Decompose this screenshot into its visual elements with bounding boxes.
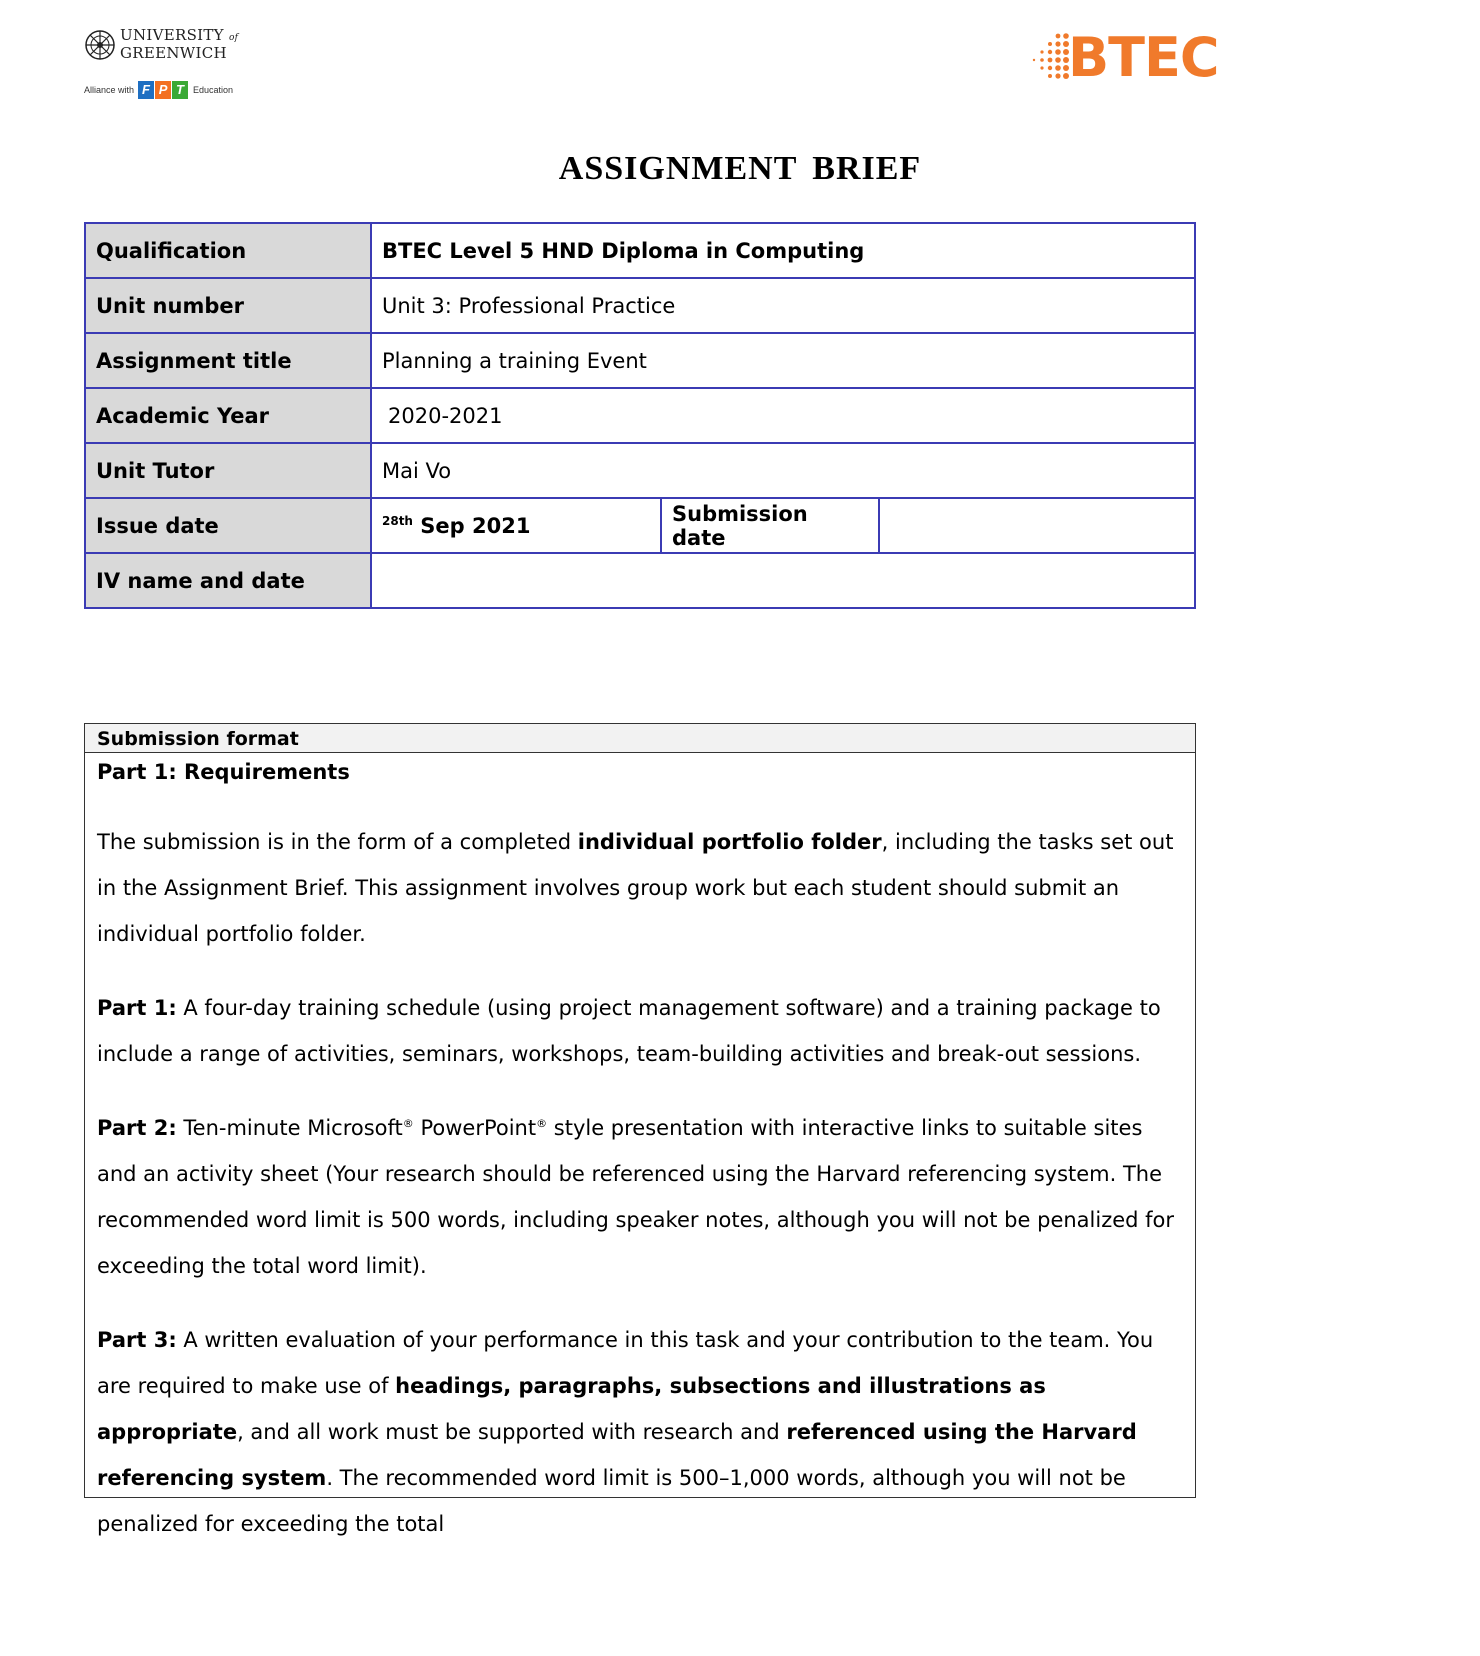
- part2-text-a: Ten-minute Microsoft: [176, 1116, 403, 1140]
- part1-text: A four-day training schedule (using project management software) and a training package to include a range of activities, seminars, workshops, team-building activities and break-out sessions.: [97, 996, 1161, 1066]
- fpt-logo: [138, 81, 189, 99]
- alliance-suffix: Education: [193, 85, 234, 95]
- intro-text-b: , including the tasks set out in the Assignment Brief. This assignment involves group work but each student should submit an individual portfolio folder.: [97, 830, 1174, 946]
- part3-bold-1: headings, paragraphs, subsections and illustrations as appropriate: [97, 1374, 1046, 1444]
- table-row-qualification: [85, 223, 1195, 278]
- issue-date-label: Issue date: [85, 498, 371, 553]
- assignment-title-value: Planning a training Event: [371, 333, 1195, 388]
- academic-year-label: Academic Year: [85, 388, 371, 443]
- part1-paragraph: [97, 985, 1183, 1077]
- btec-logo: [1028, 28, 1238, 88]
- submission-date-label: Submission date: [661, 498, 879, 553]
- submission-format-body: [85, 753, 1195, 1547]
- part2-text-b: PowerPoint: [413, 1116, 537, 1140]
- table-row-assignment-title: [85, 333, 1195, 388]
- fpt-letter-f: F: [138, 81, 154, 99]
- iv-name-date-value: [371, 553, 1195, 608]
- page-title: ASSIGNMENT BRIEF: [558, 150, 922, 187]
- table-row-unit-tutor: [85, 443, 1195, 498]
- part1-label: Part 1:: [97, 996, 177, 1020]
- part3-text-c: . The recommended word limit is 500–1,000 words, although you will not be penalized for exceeding the total: [97, 1466, 1126, 1536]
- assignment-brief-table: [84, 222, 1196, 609]
- registered-mark-1: ®: [402, 1117, 414, 1130]
- btec-dots-icon: [1028, 32, 1072, 84]
- table-row-academic-year: [85, 388, 1195, 443]
- part2-paragraph: [97, 1105, 1183, 1289]
- intro-text-a: The submission is in the form of a completed: [97, 830, 578, 854]
- university-name-line2: GREENWICH: [120, 44, 227, 62]
- intro-paragraph: [97, 819, 1183, 957]
- academic-year-value: 2020-2021: [371, 388, 1195, 443]
- part1-requirements-title: Part 1: Requirements: [97, 760, 350, 784]
- part2-label: Part 2:: [97, 1116, 177, 1140]
- issue-date-month-year: Sep 2021: [420, 513, 531, 538]
- alliance-prefix: Alliance with: [84, 85, 135, 95]
- unit-number-value: Unit 3: Professional Practice: [371, 278, 1195, 333]
- issue-date-day: 28th: [382, 513, 413, 528]
- university-name: [120, 28, 238, 61]
- part3-text-a: A written evaluation of your performance in this task and your contribution to the team. You are required to make use of: [97, 1328, 1154, 1398]
- intro-bold: individual portfolio folder: [577, 830, 882, 854]
- fpt-letter-p: P: [155, 81, 171, 99]
- unit-tutor-label: Unit Tutor: [85, 443, 371, 498]
- submission-format-heading: Submission format: [85, 724, 1195, 753]
- table-row-issue-date: [85, 498, 1195, 553]
- qualification-label: Qualification: [85, 223, 371, 278]
- unit-number-label: Unit number: [85, 278, 371, 333]
- alliance-line: [84, 81, 244, 99]
- part3-paragraph: [97, 1317, 1183, 1547]
- university-name-of: of: [228, 33, 239, 43]
- university-seal-icon: [84, 29, 116, 61]
- qualification-value: BTEC Level 5 HND Diploma in Computing: [371, 223, 1195, 278]
- part3-text-b: , and all work must be supported with research and: [237, 1420, 787, 1444]
- iv-name-date-label: IV name and date: [85, 553, 371, 608]
- issue-date-value: [371, 498, 661, 553]
- part3-bold-2: referenced using the Harvard referencing system: [97, 1420, 1137, 1490]
- registered-mark-2: ®: [536, 1117, 548, 1130]
- assignment-title-label: Assignment title: [85, 333, 371, 388]
- table-row-iv: [85, 553, 1195, 608]
- part2-text-c: style presentation with interactive links to suitable sites and an activity sheet (Your research should be referenced using the Harvard referencing system. The recommended word limit is 500 words, including speaker notes, although you will not be penalized for exceeding the total word limit).: [97, 1116, 1175, 1278]
- submission-date-value: [879, 498, 1195, 553]
- btec-logo-text: BTEC: [1068, 26, 1219, 89]
- part3-label: Part 3:: [97, 1328, 177, 1352]
- submission-format-box: [84, 723, 1196, 1536]
- university-name-line1: UNIVERSITY: [120, 26, 224, 44]
- unit-tutor-value: Mai Vo: [371, 443, 1195, 498]
- table-row-unit-number: [85, 278, 1195, 333]
- university-logo-block: [84, 28, 244, 99]
- fpt-letter-t: T: [172, 81, 188, 99]
